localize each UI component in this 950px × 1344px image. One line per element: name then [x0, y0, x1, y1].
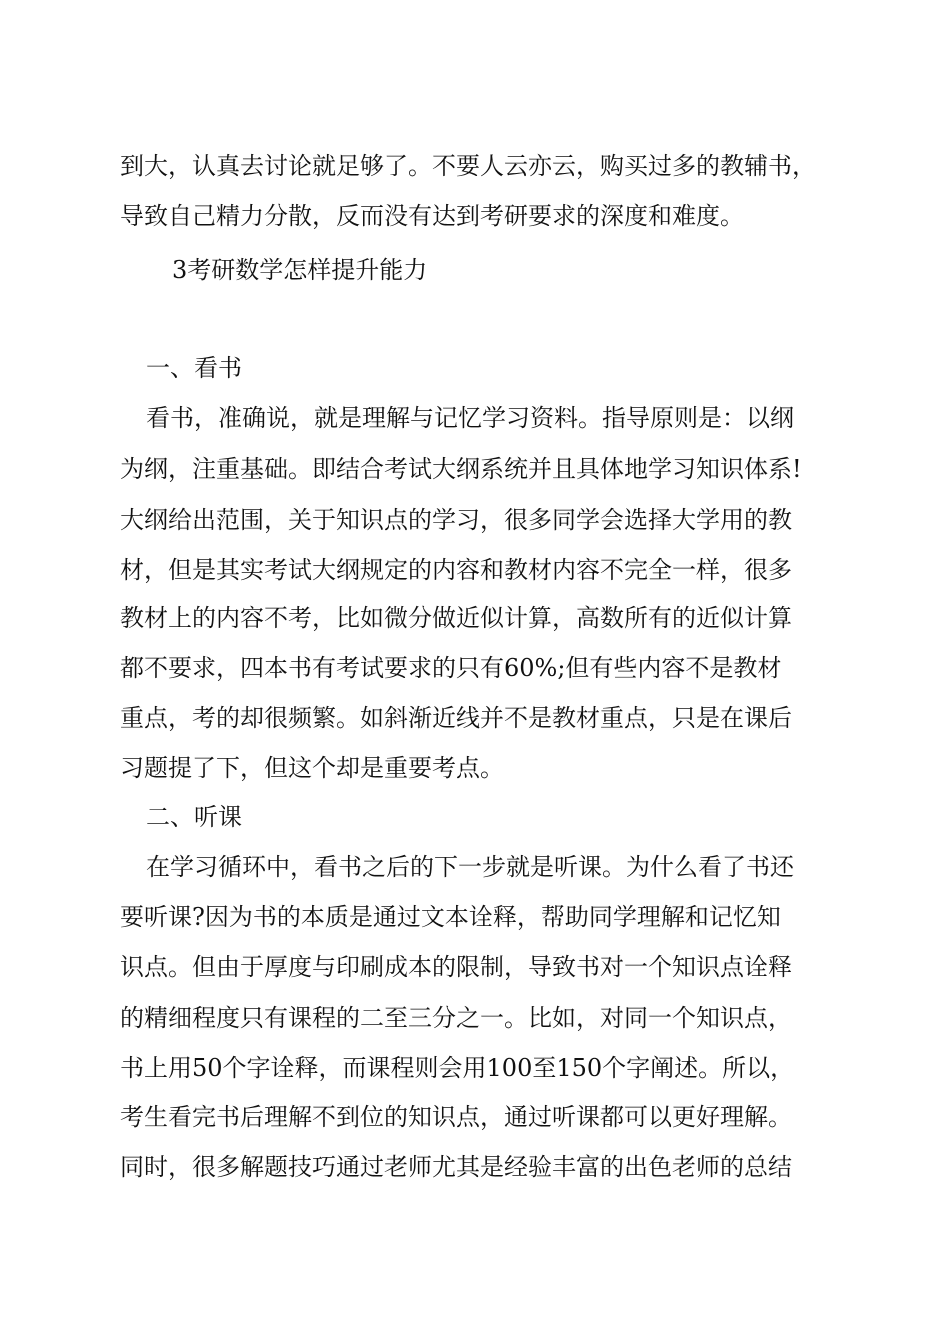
text-line: 书上用50个字诠释，而课程则会用100至150个字阐述。所以，: [120, 1054, 795, 1082]
text-line: 重点，考的却很频繁。如斜渐近线并不是教材重点，只是在课后: [120, 704, 792, 732]
text-line: 大纲给出范围，关于知识点的学习，很多同学会选择大学用的教: [120, 506, 792, 534]
text-line: 看书，准确说，就是理解与记忆学习资料。指导原则是：以纲: [146, 404, 794, 432]
section-heading: 3考研数学怎样提升能力: [172, 256, 428, 284]
text-line: 识点。但由于厚度与印刷成本的限制，导致书对一个知识点诠释: [120, 953, 792, 981]
subsection-heading: 一、看书: [146, 354, 242, 382]
subsection-heading: 二、听课: [146, 803, 242, 831]
text-line: 考生看完书后理解不到位的知识点，通过听课都可以更好理解。: [120, 1103, 792, 1131]
text-line: 导致自己精力分散，反而没有达到考研要求的深度和难度。: [120, 202, 744, 230]
text-line: 到大，认真去讨论就足够了。不要人云亦云，购买过多的教辅书，: [120, 152, 816, 180]
text-line: 都不要求，四本书有考试要求的只有60%;但有些内容不是教材: [120, 654, 782, 682]
text-line: 的精细程度只有课程的二至三分之一。比如，对同一个知识点，: [120, 1004, 792, 1032]
text-line: 同时，很多解题技巧通过老师尤其是经验丰富的出色老师的总结: [120, 1153, 792, 1181]
text-line: 在学习循环中，看书之后的下一步就是听课。为什么看了书还: [146, 853, 794, 881]
text-line: 为纲，注重基础。即结合考试大纲系统并且具体地学习知识体系!: [120, 455, 802, 483]
text-line: 教材上的内容不考，比如微分做近似计算，高数所有的近似计算: [120, 604, 792, 632]
text-line: 材，但是其实考试大纲规定的内容和教材内容不完全一样，很多: [120, 556, 792, 584]
text-line: 要听课?因为书的本质是通过文本诠释，帮助同学理解和记忆知: [120, 903, 781, 931]
text-line: 习题提了下，但这个却是重要考点。: [120, 754, 504, 782]
